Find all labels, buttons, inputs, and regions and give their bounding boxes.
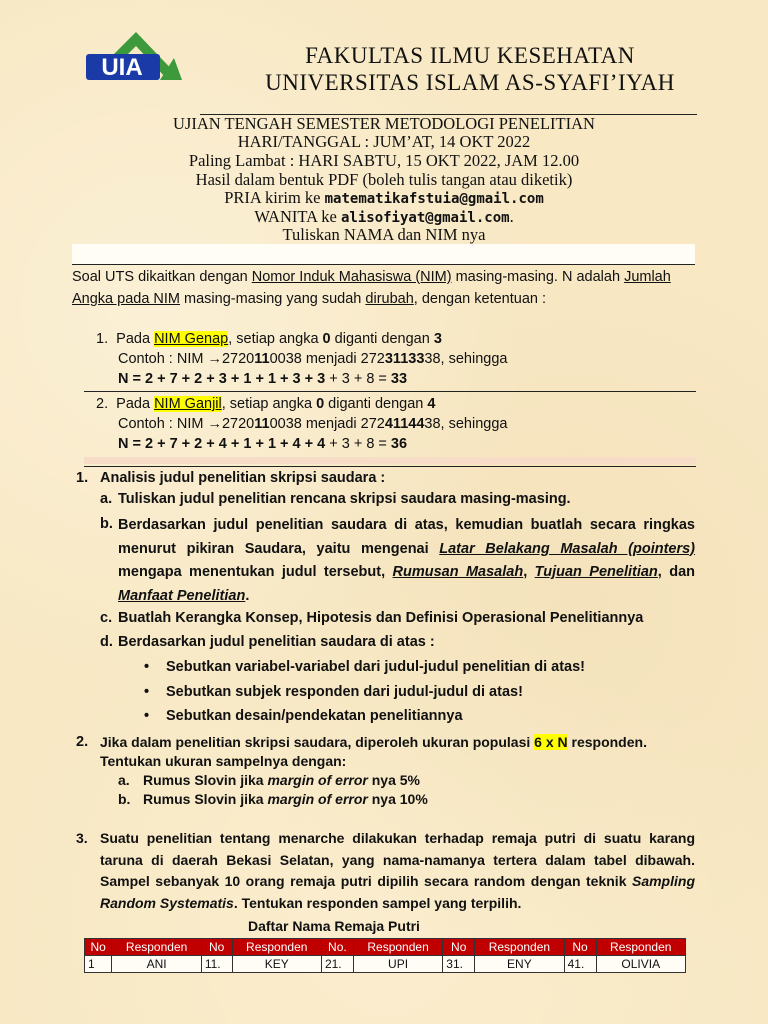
arrow-icon: → <box>207 351 222 367</box>
bullet-item: Sebutkan subjek responden dari judul-judul di atas! <box>166 684 523 700</box>
col-header: Responden <box>596 939 686 956</box>
col-header: No <box>201 939 232 956</box>
col-header: No <box>564 939 596 956</box>
bullet-icon: • <box>144 708 150 724</box>
q2-text: Jika dalam penelitian skripsi saudara, diperoleh ukuran populasi 6 x N responden. <box>100 734 647 750</box>
highlight-genap: NIM Genap <box>154 331 229 347</box>
q2-subtitle: Tentukan ukuran sampelnya dengan: <box>100 753 347 769</box>
pria-label: PRIA kirim ke <box>224 188 325 207</box>
col-header: No <box>443 939 475 956</box>
wanita-line: WANITA ke alisofiyat@gmail.com. <box>254 207 514 226</box>
q3-number: 3. <box>76 830 88 846</box>
highlight-ganjil: NIM Ganjil <box>154 396 222 412</box>
wanita-label: WANITA ke <box>254 207 341 226</box>
q1-number: 1. <box>76 470 89 486</box>
faculty-name: FAKULTAS ILMU KESEHATAN <box>305 43 635 68</box>
university-name: UNIVERSITAS ISLAM AS-SYAFI’IYAH <box>265 70 675 95</box>
exam-deadline: Paling Lambat : HARI SABTU, 15 OKT 2022, JAM 12.00 <box>188 151 580 170</box>
q1c-text: Buatlah Kerangka Konsep, Hipotesis dan Definisi Operasional Penelitiannya <box>118 610 644 626</box>
table-cell: ANI <box>112 956 201 973</box>
section-band <box>84 457 696 464</box>
table-row <box>85 956 686 973</box>
arrow-icon: → <box>207 416 222 432</box>
table-cell: ENY <box>475 956 564 973</box>
table-title: Daftar Nama Remaja Putri <box>248 918 420 934</box>
table-cell: OLIVIA <box>596 956 686 973</box>
table-cell: KEY <box>232 956 321 973</box>
q2-number: 2. <box>76 734 89 750</box>
q1d-text: Berdasarkan judul penelitian saudara di atas : <box>118 634 435 650</box>
exam-title: UJIAN TENGAH SEMESTER METODOLOGI PENELITIAN <box>173 114 595 133</box>
pria-email: matematikafstuia@gmail.com <box>324 191 544 207</box>
col-header: No <box>85 939 112 956</box>
faculty-title <box>200 42 740 96</box>
col-header: No. <box>321 939 353 956</box>
table-cell: 1 <box>85 956 112 973</box>
divider <box>72 264 695 265</box>
pria-line <box>0 189 768 208</box>
q3-text: Suatu penelitian tentang menarche dilakukan terhadap remaja putri di suatu karang taruna di daerah Bekasi Selatan, yang nama-namanya tertera dalam tabel dibawah. Sampel sebanyak 10 orang remaja putri dipilih secara random dengan teknik Sampling Random Systematis. Tentukan responden sampel yang terpilih. <box>100 830 695 911</box>
q1a-text: Tuliskan judul penelitian rencana skripsi saudara masing-masing. <box>118 491 571 507</box>
col-header: Responden <box>475 939 564 956</box>
q1b-text: Berdasarkan judul penelitian saudara di atas, kemudian buatlah secara ringkas menurut pikiran Saudara, yaitu mengenai Latar Belakang Masalah (pointers) mengapa menentukan judul tersebut, Rumusan Masalah, Tujuan Penelitian, dan Manfaat Penelitian. <box>118 517 696 604</box>
col-header: Responden <box>353 939 442 956</box>
highlight-6xn: 6 x N <box>534 734 568 750</box>
bullet-icon: • <box>144 684 150 700</box>
name-instruction: Tuliskan NAMA dan NIM nya <box>282 225 486 244</box>
q2a-text: Rumus Slovin jika margin of error nya 5% <box>143 772 420 788</box>
wanita-email: alisofiyat@gmail.com <box>340 210 510 226</box>
q2b-text: Rumus Slovin jika margin of error nya 10% <box>143 791 428 807</box>
rule-genap: 1. Pada NIM Genap, setiap angka 0 diganti dengan 3 Contoh : NIM →2720110038 menjadi 2723113338, sehingga N = 2 + 7 + 2 + 3 + 1 + 1 + 3 + 3 + 3 + 8 = 33 <box>96 331 508 387</box>
logo-text: UIA <box>101 54 143 81</box>
col-header: Responden <box>232 939 321 956</box>
blank-band <box>72 244 695 264</box>
table-cell: 41. <box>564 956 596 973</box>
bullet-item: Sebutkan variabel-variabel dari judul-judul penelitian di atas! <box>166 659 585 675</box>
col-header: Responden <box>112 939 201 956</box>
table-header-row <box>85 939 686 956</box>
format-instruction: Hasil dalam bentuk PDF (boleh tulis tangan atau diketik) <box>195 170 573 189</box>
table-cell: 21. <box>321 956 353 973</box>
table-cell: UPI <box>353 956 442 973</box>
respondent-table <box>84 938 686 973</box>
bullet-icon: • <box>144 659 150 675</box>
bullet-item: Sebutkan desain/pendekatan penelitiannya <box>166 708 463 724</box>
table-cell: 31. <box>443 956 475 973</box>
exam-date: HARI/TANGGAL : JUM’AT, 14 OKT 2022 <box>237 132 531 151</box>
q1-title: Analisis judul penelitian skripsi saudara : <box>100 470 386 486</box>
university-logo <box>84 28 184 86</box>
intro-paragraph: Soal UTS dikaitkan dengan Nomor Induk Mahasiswa (NIM) masing-masing. N adalah Jumlah Angka pada NIM masing-masing yang sudah dirubah, dengan ketentuan : <box>72 269 671 307</box>
table-cell: 11. <box>201 956 232 973</box>
rule-ganjil: 2. Pada NIM Ganjil, setiap angka 0 diganti dengan 4 Contoh : NIM →2720110038 menjadi 2724114438, sehingga N = 2 + 7 + 2 + 4 + 1 + 1 + 4 + 4 + 3 + 8 = 36 <box>96 396 508 452</box>
